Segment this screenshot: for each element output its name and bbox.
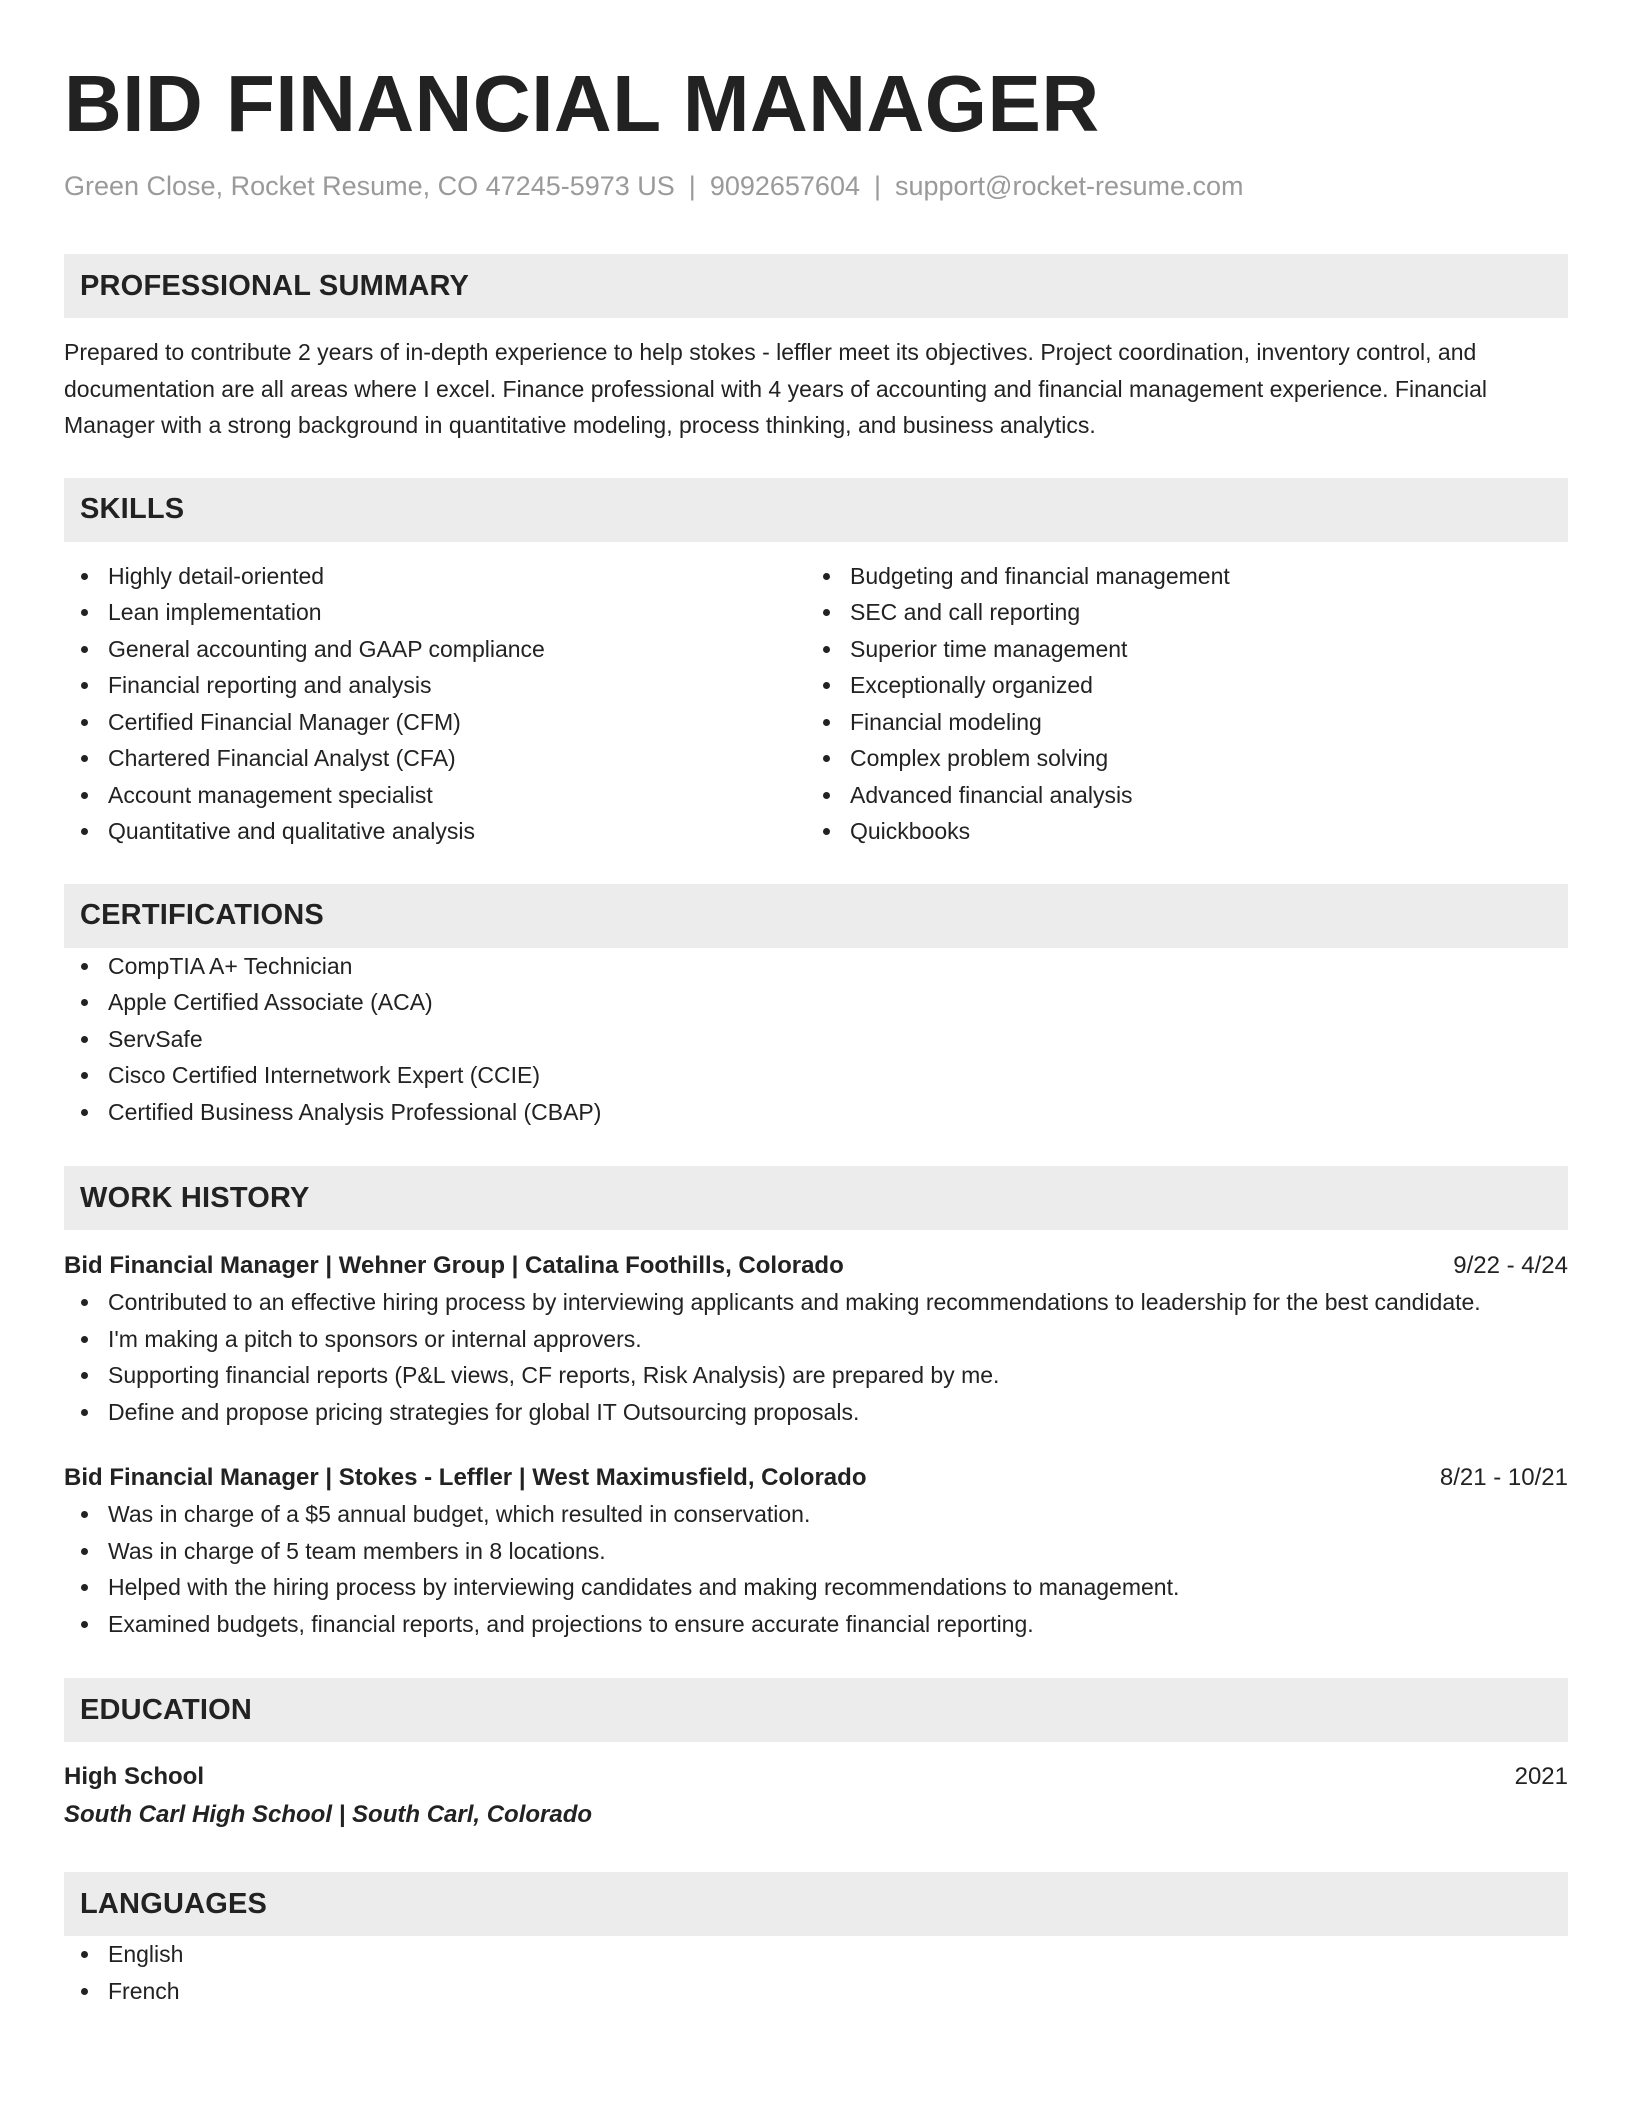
bullet-dot <box>81 1548 88 1555</box>
contact-separator: | <box>688 171 696 201</box>
language-item: English <box>64 1936 1568 1973</box>
certification-item: Certified Business Analysis Professional (CBAP) <box>64 1094 1568 1131</box>
job-bullet: Contributed to an effective hiring process by interviewing applicants and making recommendations to leadership for the best candidate. <box>64 1284 1568 1321</box>
job-bullet: I'm making a pitch to sponsors or internal approvers. <box>64 1321 1568 1358</box>
bullet-dot <box>81 1584 88 1591</box>
summary-text: Prepared to contribute 2 years of in-depth experience to help stokes - leffler meet its objectives. Project coordination, inventory control, and documentation are all areas where I excel. Finance professional with 4 years of accounting and financial management experience. Financial Manager with a strong background in quantitative modeling, process thinking, and business analytics. <box>64 339 1487 438</box>
bullet-dot <box>81 609 88 616</box>
bullet-dot <box>81 1951 88 1958</box>
education-degree: High School <box>64 1763 204 1790</box>
job-header <box>64 1248 1568 1284</box>
bullet-dot <box>81 1036 88 1043</box>
bullet-dot <box>823 573 830 580</box>
skill-item: Financial modeling <box>806 704 1548 741</box>
job-entry <box>64 1460 1568 1642</box>
candidate-name: BID FINANCIAL MANAGER <box>64 59 1100 148</box>
skills-grid <box>64 558 1568 850</box>
education-year: 2021 <box>1514 1763 1568 1790</box>
job-entry <box>64 1248 1568 1430</box>
bullet-dot <box>81 1409 88 1416</box>
skill-item: Chartered Financial Analyst (CFA) <box>64 740 806 777</box>
bullet-dot <box>823 719 830 726</box>
job-bullet: Define and propose pricing strategies for global IT Outsourcing proposals. <box>64 1394 1568 1431</box>
job-bullet: Was in charge of a $5 annual budget, which resulted in conservation. <box>64 1496 1568 1533</box>
section-heading-skills: SKILLS <box>64 478 1568 542</box>
bullet-dot <box>823 755 830 762</box>
skill-item: Quantitative and qualitative analysis <box>64 813 806 850</box>
skill-item: SEC and call reporting <box>806 594 1548 631</box>
job-bullets <box>64 1284 1568 1430</box>
bullet-dot <box>81 1372 88 1379</box>
bullet-dot <box>823 646 830 653</box>
skills-column-right <box>806 558 1548 850</box>
section-heading-work-history: WORK HISTORY <box>64 1166 1568 1230</box>
skill-item: Account management specialist <box>64 777 806 814</box>
section-heading-education: EDUCATION <box>64 1678 1568 1742</box>
bullet-dot <box>81 792 88 799</box>
bullet-dot <box>81 1072 88 1079</box>
education-entry <box>64 1758 1568 1834</box>
bullet-dot <box>823 609 830 616</box>
education-header <box>64 1758 1568 1796</box>
certification-item: ServSafe <box>64 1021 1568 1058</box>
education-school: South Carl High School | South Carl, Colorado <box>64 1801 593 1828</box>
contact-separator: | <box>873 171 881 201</box>
section-heading-certifications: CERTIFICATIONS <box>64 884 1568 948</box>
languages-list <box>64 1936 1568 2009</box>
certification-item: Apple Certified Associate (ACA) <box>64 984 1568 1021</box>
job-header <box>64 1460 1568 1496</box>
bullet-dot <box>81 682 88 689</box>
contact-line <box>64 168 1568 204</box>
bullet-dot <box>81 1621 88 1628</box>
bullet-dot <box>81 1511 88 1518</box>
section-heading-languages: LANGUAGES <box>64 1872 1568 1936</box>
bullet-dot <box>823 828 830 835</box>
contact-phone: 9092657604 <box>709 171 860 201</box>
bullet-dot <box>81 646 88 653</box>
skill-item: Complex problem solving <box>806 740 1548 777</box>
skill-item: Quickbooks <box>806 813 1548 850</box>
job-title: Bid Financial Manager | Wehner Group | Catalina Foothills, Colorado <box>64 1252 844 1279</box>
job-bullet: Supporting financial reports (P&L views, CF reports, Risk Analysis) are prepared by me. <box>64 1357 1568 1394</box>
skills-column-left <box>64 558 806 850</box>
bullet-dot <box>81 1109 88 1116</box>
skill-item: Budgeting and financial management <box>806 558 1548 595</box>
bullet-dot <box>81 1299 88 1306</box>
contact-email: support@rocket-resume.com <box>895 171 1244 201</box>
certification-item: Cisco Certified Internetwork Expert (CCIE) <box>64 1057 1568 1094</box>
bullet-dot <box>81 999 88 1006</box>
bullet-dot <box>81 755 88 762</box>
bullet-dot <box>81 963 88 970</box>
bullet-dot <box>823 792 830 799</box>
job-bullet: Helped with the hiring process by interviewing candidates and making recommendations to management. <box>64 1569 1568 1606</box>
certifications-list <box>64 948 1568 1131</box>
skill-item: Financial reporting and analysis <box>64 667 806 704</box>
contact-address: Green Close, Rocket Resume, CO 47245-5973 US <box>64 171 675 201</box>
bullet-dot <box>81 828 88 835</box>
skill-item: Certified Financial Manager (CFM) <box>64 704 806 741</box>
skill-item: Exceptionally organized <box>806 667 1548 704</box>
bullet-dot <box>81 1336 88 1343</box>
skill-item: General accounting and GAAP compliance <box>64 631 806 668</box>
bullet-dot <box>823 682 830 689</box>
skill-item: Lean implementation <box>64 594 806 631</box>
job-bullet: Was in charge of 5 team members in 8 locations. <box>64 1533 1568 1570</box>
skill-item: Highly detail-oriented <box>64 558 806 595</box>
skill-item: Advanced financial analysis <box>806 777 1548 814</box>
job-title: Bid Financial Manager | Stokes - Leffler | West Maximusfield, Colorado <box>64 1464 867 1491</box>
bullet-dot <box>81 1988 88 1995</box>
job-bullet: Examined budgets, financial reports, and projections to ensure accurate financial reporting. <box>64 1606 1568 1643</box>
job-dates: 9/22 - 4/24 <box>1453 1252 1568 1279</box>
job-dates: 8/21 - 10/21 <box>1439 1464 1568 1491</box>
section-heading-summary: PROFESSIONAL SUMMARY <box>64 254 1568 318</box>
certification-item: CompTIA A+ Technician <box>64 948 1568 985</box>
bullet-dot <box>81 573 88 580</box>
bullet-dot <box>81 719 88 726</box>
skill-item: Superior time management <box>806 631 1548 668</box>
language-item: French <box>64 1973 1568 2010</box>
job-bullets <box>64 1496 1568 1642</box>
